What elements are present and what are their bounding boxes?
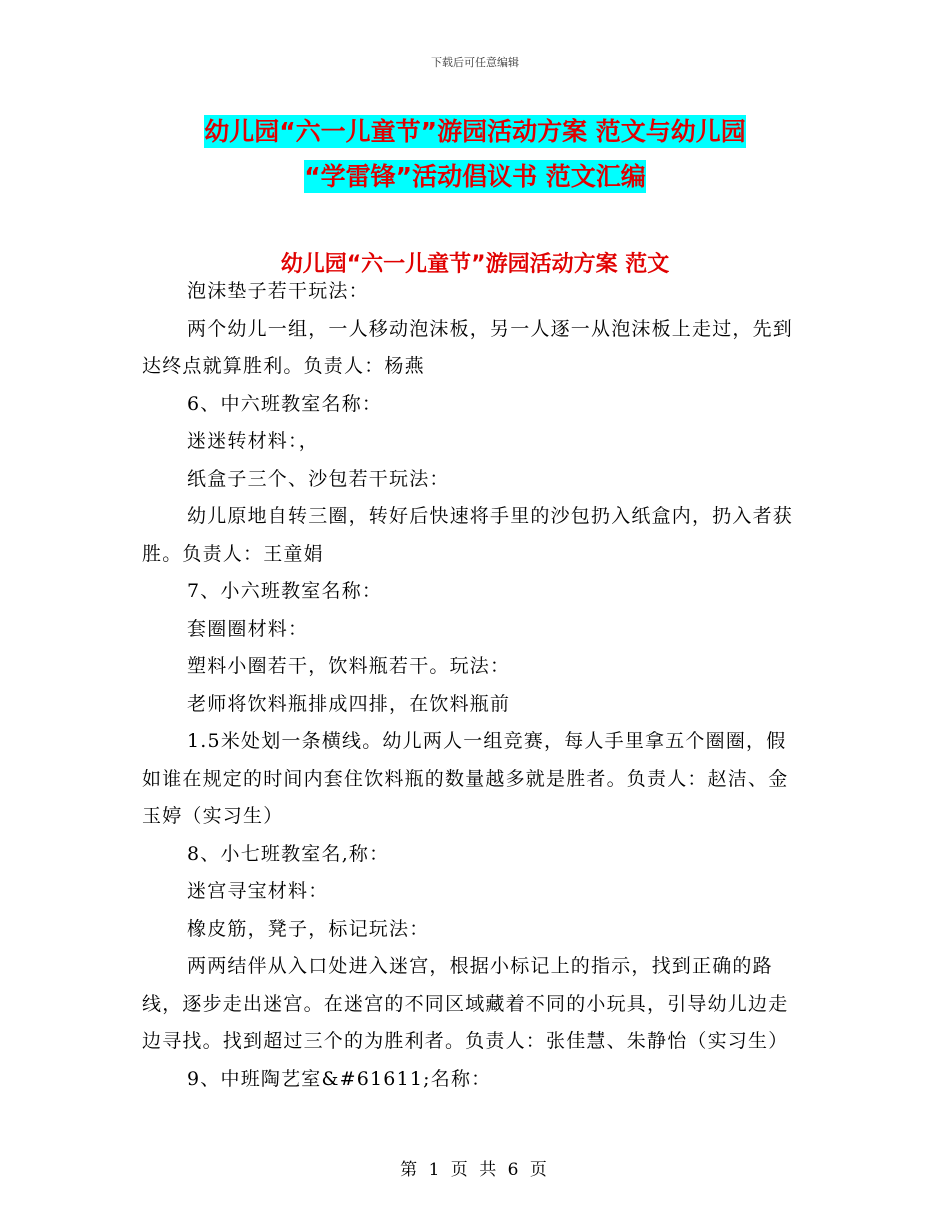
paragraph: 6、中六班教室名称： xyxy=(187,392,383,415)
paragraph: 纸盒子三个、沙包若干玩法： xyxy=(187,467,450,490)
paragraph: 老师将饮料瓶排成四排，在饮料瓶前 xyxy=(187,692,511,715)
paragraph: 套圈圈材料： xyxy=(187,617,309,640)
document-title-line-1 xyxy=(0,112,950,148)
paragraph: 迷迷转材料：， xyxy=(187,430,319,452)
document-title-line-2 xyxy=(0,157,950,193)
paragraph: 两个幼儿一组，一人移动泡沫板，另一人逐一从泡沫板上走过，先到达终点就算胜利。负责人：杨燕 xyxy=(142,317,794,377)
title-line-1-text: 幼儿园“六一儿童节”游园活动方案 范文与幼儿园 xyxy=(204,117,746,146)
paragraph: 塑料小圈若干，饮料瓶若干。玩法： xyxy=(187,655,511,677)
page-number-footer: 第 1 页 共 6 页 xyxy=(400,1160,550,1180)
paragraph: 7、小六班教室名称： xyxy=(187,580,383,602)
paragraph: 橡皮筋，凳子，标记玩法： xyxy=(187,917,430,940)
page-header-note: 下载后可任意编辑 xyxy=(431,56,519,69)
paragraph: 1.5米处划一条横线。幼儿两人一组竞赛，每人手里拿五个圈圈，假如谁在规定的时间内套住饮料瓶的数量越多就是胜者。负责人：赵洁、金玉婷（实习生） xyxy=(142,730,789,827)
section-subtitle: 幼儿园“六一儿童节”游园活动方案 范文 xyxy=(280,252,670,277)
title-line-2-text: “学雷锋”活动倡议书 范文汇编 xyxy=(304,162,646,191)
paragraph: 泡沫垫子若干玩法： xyxy=(187,280,369,302)
document-body xyxy=(142,273,802,1098)
paragraph: 幼儿原地自转三圈，转好后快速将手里的沙包扔入纸盒内，扔入者获胜。负责人：王童娟 xyxy=(142,505,794,565)
paragraph: 9、中班陶艺室&#61611;名称： xyxy=(187,1067,492,1090)
paragraph: 两两结伴从入口处进入迷宫，根据小标记上的指示，找到正确的路线，逐步走出迷宫。在迷宫的不同区域藏着不同的小玩具，引导幼儿边走边寻找。找到超过三个的为胜利者。负责人：张佳慧、朱静怡（实习生） xyxy=(142,955,789,1052)
paragraph: 8、小七班教室名,称： xyxy=(187,842,390,865)
paragraph: 迷宫寻宝材料： xyxy=(187,880,329,902)
